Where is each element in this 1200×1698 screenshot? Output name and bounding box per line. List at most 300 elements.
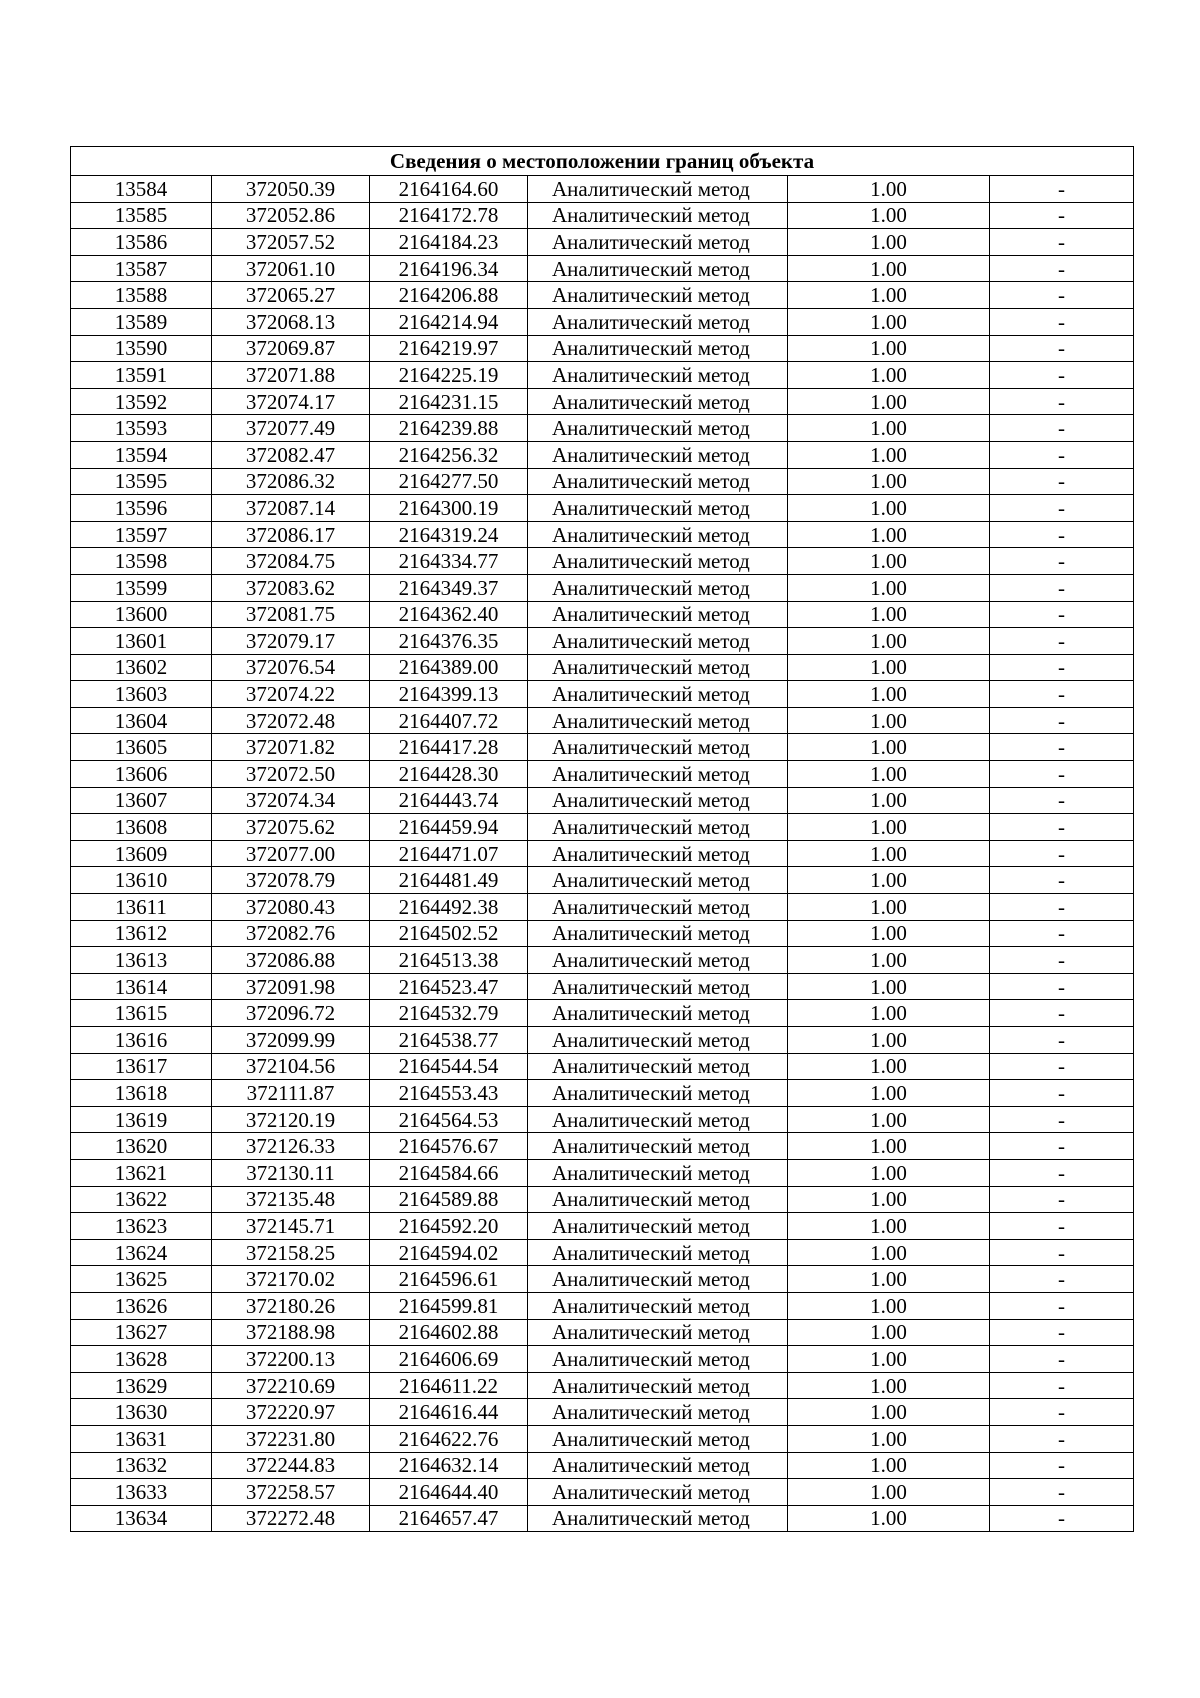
description-cell: - <box>990 761 1134 788</box>
point-number-cell: 13622 <box>71 1186 212 1213</box>
point-number-cell: 13631 <box>71 1425 212 1452</box>
accuracy-cell: 1.00 <box>788 628 990 655</box>
y-coordinate-cell: 2164544.54 <box>370 1053 528 1080</box>
point-number-cell: 13589 <box>71 308 212 335</box>
x-coordinate-cell: 372244.83 <box>212 1452 370 1479</box>
description-cell: - <box>990 1186 1134 1213</box>
point-number-cell: 13624 <box>71 1239 212 1266</box>
y-coordinate-cell: 2164644.40 <box>370 1479 528 1506</box>
accuracy-cell: 1.00 <box>788 229 990 256</box>
method-cell: Аналитический метод <box>528 1159 788 1186</box>
method-cell: Аналитический метод <box>528 1319 788 1346</box>
accuracy-cell: 1.00 <box>788 601 990 628</box>
point-number-cell: 13605 <box>71 734 212 761</box>
y-coordinate-cell: 2164362.40 <box>370 601 528 628</box>
description-cell: - <box>990 1292 1134 1319</box>
point-number-cell: 13629 <box>71 1372 212 1399</box>
table-row <box>71 947 1134 974</box>
description-cell: - <box>990 654 1134 681</box>
method-cell: Аналитический метод <box>528 282 788 309</box>
x-coordinate-cell: 372068.13 <box>212 308 370 335</box>
y-coordinate-cell: 2164576.67 <box>370 1133 528 1160</box>
accuracy-cell: 1.00 <box>788 1346 990 1373</box>
point-number-cell: 13607 <box>71 787 212 814</box>
point-number-cell: 13588 <box>71 282 212 309</box>
y-coordinate-cell: 2164184.23 <box>370 229 528 256</box>
description-cell: - <box>990 681 1134 708</box>
accuracy-cell: 1.00 <box>788 548 990 575</box>
table-row <box>71 681 1134 708</box>
point-number-cell: 13584 <box>71 176 212 203</box>
table-row <box>71 734 1134 761</box>
table-row <box>71 1319 1134 1346</box>
table-row <box>71 229 1134 256</box>
x-coordinate-cell: 372272.48 <box>212 1505 370 1532</box>
y-coordinate-cell: 2164502.52 <box>370 920 528 947</box>
accuracy-cell: 1.00 <box>788 761 990 788</box>
y-coordinate-cell: 2164492.38 <box>370 894 528 921</box>
method-cell: Аналитический метод <box>528 1479 788 1506</box>
x-coordinate-cell: 372074.22 <box>212 681 370 708</box>
description-cell: - <box>990 734 1134 761</box>
method-cell: Аналитический метод <box>528 308 788 335</box>
method-cell: Аналитический метод <box>528 1213 788 1240</box>
x-coordinate-cell: 372130.11 <box>212 1159 370 1186</box>
description-cell: - <box>990 787 1134 814</box>
point-number-cell: 13590 <box>71 335 212 362</box>
accuracy-cell: 1.00 <box>788 1505 990 1532</box>
accuracy-cell: 1.00 <box>788 362 990 389</box>
table-row <box>71 1479 1134 1506</box>
x-coordinate-cell: 372052.86 <box>212 202 370 229</box>
description-cell: - <box>990 1505 1134 1532</box>
accuracy-cell: 1.00 <box>788 1106 990 1133</box>
x-coordinate-cell: 372170.02 <box>212 1266 370 1293</box>
description-cell: - <box>990 1239 1134 1266</box>
y-coordinate-cell: 2164599.81 <box>370 1292 528 1319</box>
description-cell: - <box>990 441 1134 468</box>
method-cell: Аналитический метод <box>528 1186 788 1213</box>
y-coordinate-cell: 2164564.53 <box>370 1106 528 1133</box>
table-row <box>71 654 1134 681</box>
description-cell: - <box>990 814 1134 841</box>
method-cell: Аналитический метод <box>528 468 788 495</box>
y-coordinate-cell: 2164459.94 <box>370 814 528 841</box>
table-row <box>71 362 1134 389</box>
point-number-cell: 13615 <box>71 1000 212 1027</box>
description-cell: - <box>990 973 1134 1000</box>
x-coordinate-cell: 372080.43 <box>212 894 370 921</box>
description-cell: - <box>990 335 1134 362</box>
x-coordinate-cell: 372071.88 <box>212 362 370 389</box>
description-cell: - <box>990 1213 1134 1240</box>
method-cell: Аналитический метод <box>528 840 788 867</box>
x-coordinate-cell: 372096.72 <box>212 1000 370 1027</box>
table-row <box>71 894 1134 921</box>
x-coordinate-cell: 372071.82 <box>212 734 370 761</box>
description-cell: - <box>990 1080 1134 1107</box>
table-row <box>71 1027 1134 1054</box>
table-row <box>71 388 1134 415</box>
method-cell: Аналитический метод <box>528 1505 788 1532</box>
description-cell: - <box>990 1319 1134 1346</box>
table-row <box>71 468 1134 495</box>
x-coordinate-cell: 372099.99 <box>212 1027 370 1054</box>
x-coordinate-cell: 372057.52 <box>212 229 370 256</box>
x-coordinate-cell: 372188.98 <box>212 1319 370 1346</box>
description-cell: - <box>990 308 1134 335</box>
accuracy-cell: 1.00 <box>788 1186 990 1213</box>
table-row <box>71 415 1134 442</box>
table-title: Сведения о местоположении границ объекта <box>71 147 1134 176</box>
x-coordinate-cell: 372220.97 <box>212 1399 370 1426</box>
accuracy-cell: 1.00 <box>788 654 990 681</box>
point-number-cell: 13592 <box>71 388 212 415</box>
method-cell: Аналитический метод <box>528 1346 788 1373</box>
x-coordinate-cell: 372086.17 <box>212 521 370 548</box>
y-coordinate-cell: 2164584.66 <box>370 1159 528 1186</box>
accuracy-cell: 1.00 <box>788 787 990 814</box>
table-row <box>71 1399 1134 1426</box>
accuracy-cell: 1.00 <box>788 1080 990 1107</box>
accuracy-cell: 1.00 <box>788 1372 990 1399</box>
accuracy-cell: 1.00 <box>788 1133 990 1160</box>
x-coordinate-cell: 372145.71 <box>212 1213 370 1240</box>
description-cell: - <box>990 362 1134 389</box>
description-cell: - <box>990 574 1134 601</box>
point-number-cell: 13606 <box>71 761 212 788</box>
y-coordinate-cell: 2164481.49 <box>370 867 528 894</box>
description-cell: - <box>990 840 1134 867</box>
table-row <box>71 1372 1134 1399</box>
method-cell: Аналитический метод <box>528 1080 788 1107</box>
accuracy-cell: 1.00 <box>788 920 990 947</box>
table-row <box>71 1346 1134 1373</box>
accuracy-cell: 1.00 <box>788 894 990 921</box>
x-coordinate-cell: 372076.54 <box>212 654 370 681</box>
method-cell: Аналитический метод <box>528 787 788 814</box>
accuracy-cell: 1.00 <box>788 867 990 894</box>
point-number-cell: 13591 <box>71 362 212 389</box>
table-row <box>71 1080 1134 1107</box>
description-cell: - <box>990 628 1134 655</box>
x-coordinate-cell: 372081.75 <box>212 601 370 628</box>
accuracy-cell: 1.00 <box>788 1000 990 1027</box>
x-coordinate-cell: 372104.56 <box>212 1053 370 1080</box>
description-cell: - <box>990 894 1134 921</box>
point-number-cell: 13600 <box>71 601 212 628</box>
x-coordinate-cell: 372091.98 <box>212 973 370 1000</box>
x-coordinate-cell: 372126.33 <box>212 1133 370 1160</box>
method-cell: Аналитический метод <box>528 734 788 761</box>
point-number-cell: 13609 <box>71 840 212 867</box>
accuracy-cell: 1.00 <box>788 1292 990 1319</box>
y-coordinate-cell: 2164407.72 <box>370 707 528 734</box>
table-row <box>71 867 1134 894</box>
x-coordinate-cell: 372158.25 <box>212 1239 370 1266</box>
x-coordinate-cell: 372258.57 <box>212 1479 370 1506</box>
description-cell: - <box>990 282 1134 309</box>
table-row <box>71 495 1134 522</box>
table-row <box>71 840 1134 867</box>
method-cell: Аналитический метод <box>528 681 788 708</box>
table-row <box>71 1292 1134 1319</box>
method-cell: Аналитический метод <box>528 521 788 548</box>
table-row <box>71 176 1134 203</box>
y-coordinate-cell: 2164443.74 <box>370 787 528 814</box>
point-number-cell: 13630 <box>71 1399 212 1426</box>
accuracy-cell: 1.00 <box>788 574 990 601</box>
description-cell: - <box>990 255 1134 282</box>
description-cell: - <box>990 707 1134 734</box>
method-cell: Аналитический метод <box>528 973 788 1000</box>
table-row <box>71 787 1134 814</box>
table-row <box>71 441 1134 468</box>
table-row <box>71 1000 1134 1027</box>
x-coordinate-cell: 372231.80 <box>212 1425 370 1452</box>
y-coordinate-cell: 2164334.77 <box>370 548 528 575</box>
x-coordinate-cell: 372069.87 <box>212 335 370 362</box>
x-coordinate-cell: 372087.14 <box>212 495 370 522</box>
table-row <box>71 1159 1134 1186</box>
accuracy-cell: 1.00 <box>788 255 990 282</box>
description-cell: - <box>990 1346 1134 1373</box>
method-cell: Аналитический метод <box>528 654 788 681</box>
y-coordinate-cell: 2164300.19 <box>370 495 528 522</box>
point-number-cell: 13601 <box>71 628 212 655</box>
method-cell: Аналитический метод <box>528 1425 788 1452</box>
y-coordinate-cell: 2164553.43 <box>370 1080 528 1107</box>
point-number-cell: 13602 <box>71 654 212 681</box>
x-coordinate-cell: 372077.49 <box>212 415 370 442</box>
x-coordinate-cell: 372065.27 <box>212 282 370 309</box>
point-number-cell: 13611 <box>71 894 212 921</box>
table-row <box>71 1266 1134 1293</box>
x-coordinate-cell: 372086.88 <box>212 947 370 974</box>
description-cell: - <box>990 1053 1134 1080</box>
accuracy-cell: 1.00 <box>788 681 990 708</box>
method-cell: Аналитический метод <box>528 867 788 894</box>
y-coordinate-cell: 2164523.47 <box>370 973 528 1000</box>
description-cell: - <box>990 1425 1134 1452</box>
accuracy-cell: 1.00 <box>788 1159 990 1186</box>
method-cell: Аналитический метод <box>528 176 788 203</box>
x-coordinate-cell: 372050.39 <box>212 176 370 203</box>
point-number-cell: 13597 <box>71 521 212 548</box>
method-cell: Аналитический метод <box>528 814 788 841</box>
y-coordinate-cell: 2164594.02 <box>370 1239 528 1266</box>
point-number-cell: 13585 <box>71 202 212 229</box>
y-coordinate-cell: 2164389.00 <box>370 654 528 681</box>
method-cell: Аналитический метод <box>528 920 788 947</box>
point-number-cell: 13612 <box>71 920 212 947</box>
point-number-cell: 13627 <box>71 1319 212 1346</box>
method-cell: Аналитический метод <box>528 255 788 282</box>
point-number-cell: 13613 <box>71 947 212 974</box>
x-coordinate-cell: 372084.75 <box>212 548 370 575</box>
description-cell: - <box>990 388 1134 415</box>
method-cell: Аналитический метод <box>528 202 788 229</box>
table-row <box>71 973 1134 1000</box>
point-number-cell: 13633 <box>71 1479 212 1506</box>
point-number-cell: 13617 <box>71 1053 212 1080</box>
accuracy-cell: 1.00 <box>788 1479 990 1506</box>
y-coordinate-cell: 2164219.97 <box>370 335 528 362</box>
table-row <box>71 1186 1134 1213</box>
table-row <box>71 920 1134 947</box>
table-title-row <box>71 147 1134 176</box>
table-row <box>71 574 1134 601</box>
y-coordinate-cell: 2164214.94 <box>370 308 528 335</box>
method-cell: Аналитический метод <box>528 1399 788 1426</box>
point-number-cell: 13626 <box>71 1292 212 1319</box>
point-number-cell: 13620 <box>71 1133 212 1160</box>
method-cell: Аналитический метод <box>528 1133 788 1160</box>
y-coordinate-cell: 2164622.76 <box>370 1425 528 1452</box>
description-cell: - <box>990 947 1134 974</box>
boundary-coordinates-table <box>70 146 1134 1532</box>
description-cell: - <box>990 1399 1134 1426</box>
point-number-cell: 13603 <box>71 681 212 708</box>
y-coordinate-cell: 2164417.28 <box>370 734 528 761</box>
description-cell: - <box>990 1133 1134 1160</box>
y-coordinate-cell: 2164349.37 <box>370 574 528 601</box>
x-coordinate-cell: 372210.69 <box>212 1372 370 1399</box>
y-coordinate-cell: 2164172.78 <box>370 202 528 229</box>
description-cell: - <box>990 176 1134 203</box>
table-row <box>71 628 1134 655</box>
point-number-cell: 13625 <box>71 1266 212 1293</box>
accuracy-cell: 1.00 <box>788 1319 990 1346</box>
table-row <box>71 255 1134 282</box>
y-coordinate-cell: 2164589.88 <box>370 1186 528 1213</box>
y-coordinate-cell: 2164225.19 <box>370 362 528 389</box>
table-row <box>71 761 1134 788</box>
accuracy-cell: 1.00 <box>788 840 990 867</box>
y-coordinate-cell: 2164164.60 <box>370 176 528 203</box>
table-row <box>71 548 1134 575</box>
description-cell: - <box>990 1372 1134 1399</box>
y-coordinate-cell: 2164256.32 <box>370 441 528 468</box>
y-coordinate-cell: 2164611.22 <box>370 1372 528 1399</box>
accuracy-cell: 1.00 <box>788 335 990 362</box>
accuracy-cell: 1.00 <box>788 1213 990 1240</box>
description-cell: - <box>990 1106 1134 1133</box>
table-row <box>71 282 1134 309</box>
point-number-cell: 13623 <box>71 1213 212 1240</box>
table-row <box>71 1213 1134 1240</box>
table-body <box>71 176 1134 1532</box>
accuracy-cell: 1.00 <box>788 707 990 734</box>
table-row <box>71 601 1134 628</box>
method-cell: Аналитический метод <box>528 548 788 575</box>
accuracy-cell: 1.00 <box>788 282 990 309</box>
accuracy-cell: 1.00 <box>788 468 990 495</box>
y-coordinate-cell: 2164319.24 <box>370 521 528 548</box>
table-row <box>71 521 1134 548</box>
point-number-cell: 13619 <box>71 1106 212 1133</box>
table-row <box>71 707 1134 734</box>
accuracy-cell: 1.00 <box>788 202 990 229</box>
y-coordinate-cell: 2164239.88 <box>370 415 528 442</box>
method-cell: Аналитический метод <box>528 947 788 974</box>
method-cell: Аналитический метод <box>528 495 788 522</box>
y-coordinate-cell: 2164532.79 <box>370 1000 528 1027</box>
accuracy-cell: 1.00 <box>788 1266 990 1293</box>
x-coordinate-cell: 372082.76 <box>212 920 370 947</box>
method-cell: Аналитический метод <box>528 1292 788 1319</box>
y-coordinate-cell: 2164206.88 <box>370 282 528 309</box>
accuracy-cell: 1.00 <box>788 1452 990 1479</box>
method-cell: Аналитический метод <box>528 1372 788 1399</box>
table-row <box>71 1239 1134 1266</box>
x-coordinate-cell: 372078.79 <box>212 867 370 894</box>
point-number-cell: 13610 <box>71 867 212 894</box>
point-number-cell: 13616 <box>71 1027 212 1054</box>
y-coordinate-cell: 2164196.34 <box>370 255 528 282</box>
y-coordinate-cell: 2164592.20 <box>370 1213 528 1240</box>
y-coordinate-cell: 2164471.07 <box>370 840 528 867</box>
description-cell: - <box>990 495 1134 522</box>
y-coordinate-cell: 2164596.61 <box>370 1266 528 1293</box>
description-cell: - <box>990 867 1134 894</box>
x-coordinate-cell: 372083.62 <box>212 574 370 601</box>
x-coordinate-cell: 372072.50 <box>212 761 370 788</box>
description-cell: - <box>990 229 1134 256</box>
method-cell: Аналитический метод <box>528 1027 788 1054</box>
y-coordinate-cell: 2164428.30 <box>370 761 528 788</box>
method-cell: Аналитический метод <box>528 574 788 601</box>
table-row <box>71 814 1134 841</box>
y-coordinate-cell: 2164231.15 <box>370 388 528 415</box>
point-number-cell: 13604 <box>71 707 212 734</box>
method-cell: Аналитический метод <box>528 1106 788 1133</box>
point-number-cell: 13614 <box>71 973 212 1000</box>
table-row <box>71 1425 1134 1452</box>
accuracy-cell: 1.00 <box>788 1425 990 1452</box>
y-coordinate-cell: 2164606.69 <box>370 1346 528 1373</box>
x-coordinate-cell: 372074.17 <box>212 388 370 415</box>
table-row <box>71 335 1134 362</box>
method-cell: Аналитический метод <box>528 229 788 256</box>
table-row <box>71 308 1134 335</box>
description-cell: - <box>990 1452 1134 1479</box>
method-cell: Аналитический метод <box>528 761 788 788</box>
accuracy-cell: 1.00 <box>788 973 990 1000</box>
x-coordinate-cell: 372111.87 <box>212 1080 370 1107</box>
accuracy-cell: 1.00 <box>788 1399 990 1426</box>
point-number-cell: 13593 <box>71 415 212 442</box>
x-coordinate-cell: 372079.17 <box>212 628 370 655</box>
method-cell: Аналитический метод <box>528 1266 788 1293</box>
description-cell: - <box>990 1000 1134 1027</box>
y-coordinate-cell: 2164657.47 <box>370 1505 528 1532</box>
method-cell: Аналитический метод <box>528 1053 788 1080</box>
y-coordinate-cell: 2164376.35 <box>370 628 528 655</box>
x-coordinate-cell: 372120.19 <box>212 1106 370 1133</box>
description-cell: - <box>990 548 1134 575</box>
accuracy-cell: 1.00 <box>788 176 990 203</box>
y-coordinate-cell: 2164632.14 <box>370 1452 528 1479</box>
method-cell: Аналитический метод <box>528 1000 788 1027</box>
x-coordinate-cell: 372075.62 <box>212 814 370 841</box>
table-row <box>71 1106 1134 1133</box>
method-cell: Аналитический метод <box>528 628 788 655</box>
accuracy-cell: 1.00 <box>788 1053 990 1080</box>
table-row <box>71 202 1134 229</box>
accuracy-cell: 1.00 <box>788 814 990 841</box>
x-coordinate-cell: 372074.34 <box>212 787 370 814</box>
